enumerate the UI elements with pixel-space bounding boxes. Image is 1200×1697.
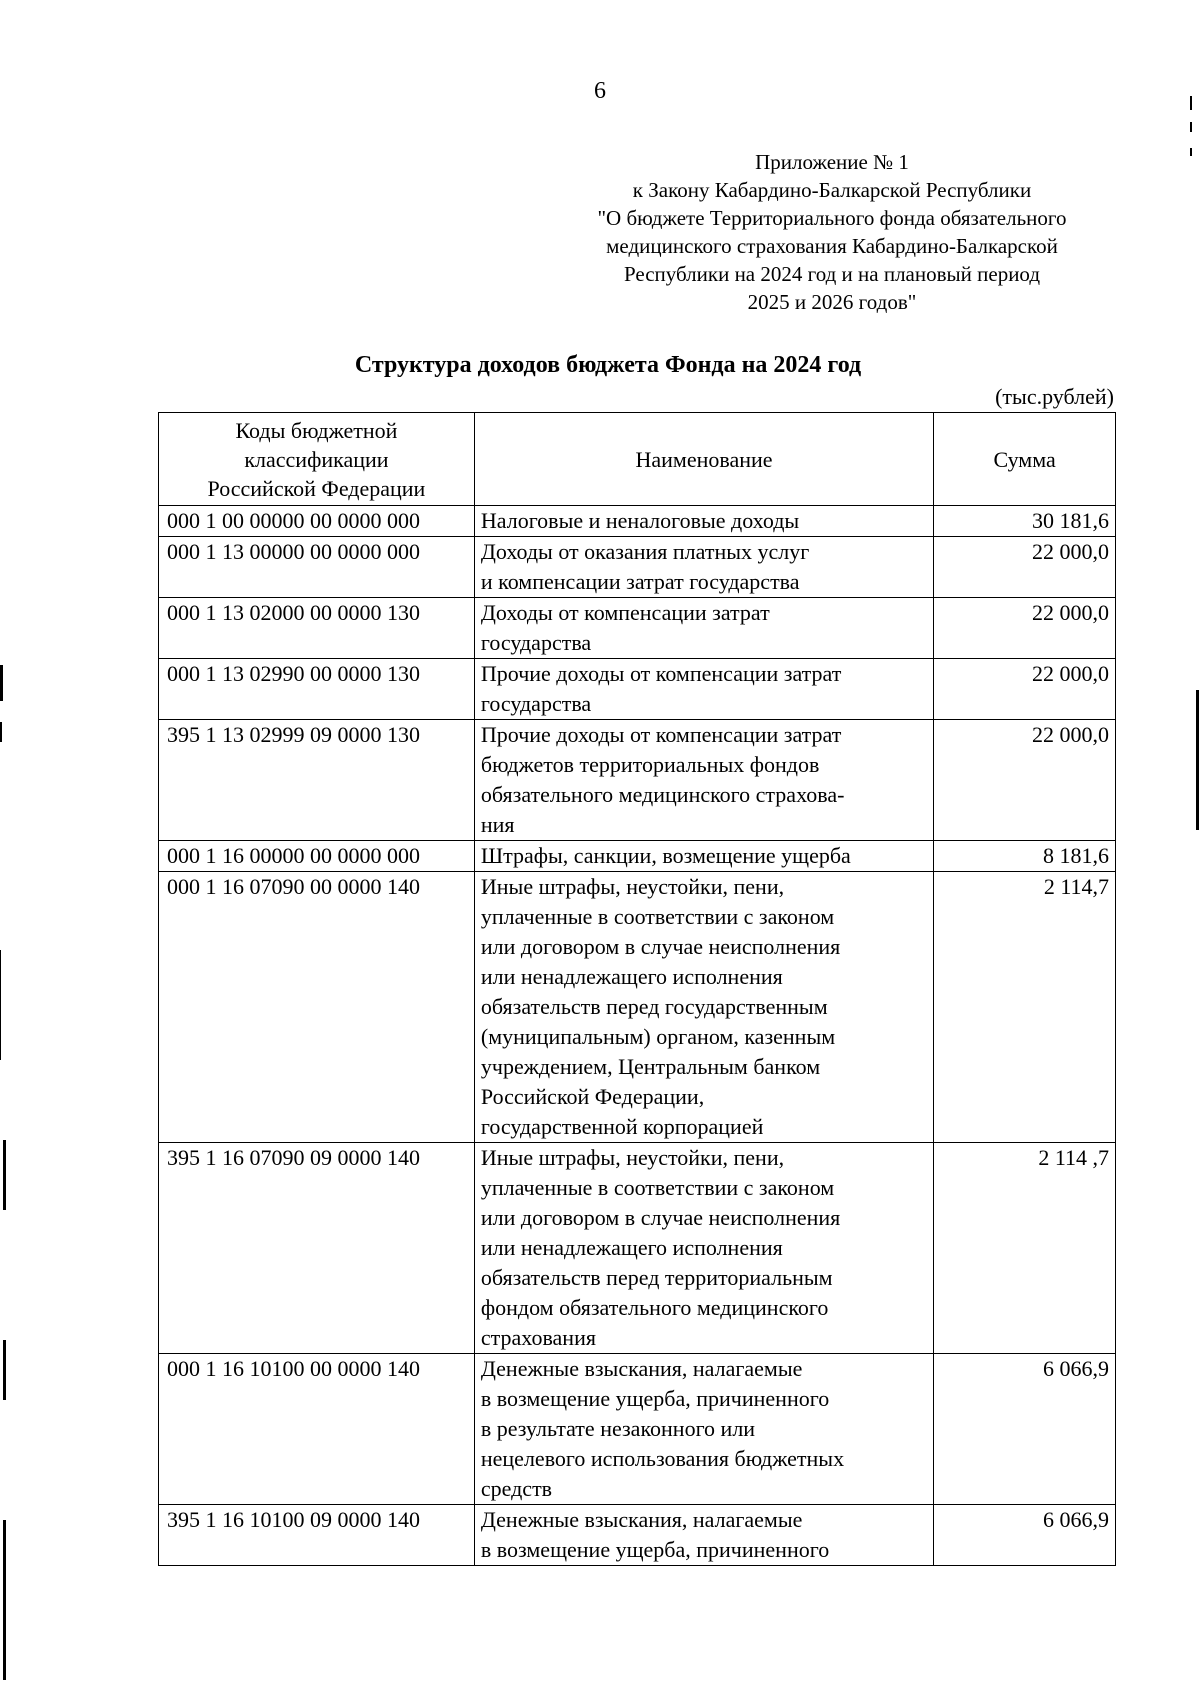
row-code: 000 1 13 02000 00 0000 130 [159,598,475,659]
table-row [159,506,1116,537]
table-row [159,1143,1116,1354]
row-sum: 22 000,0 [934,720,1116,841]
appendix-line: медицинского страхования Кабардино-Балкарской [606,234,1058,258]
scan-artifact [1196,690,1199,830]
row-sum: 8 181,6 [934,841,1116,872]
row-sum: 22 000,0 [934,598,1116,659]
scan-artifact [1190,96,1192,110]
scan-artifact [3,1140,6,1210]
row-name: Иные штрафы, неустойки, пени, уплаченные в соответствии с законом или договором в случае неисполнения или ненадлежащего исполнения обязательств перед государственным (муниципальным) органом, казенным учреждением, Центральным банком Российской Федерации, государственной корпорацией [474,872,933,1143]
document-title: Структура доходов бюджета Фонда на 2024 год [354,352,862,378]
row-name: Денежные взыскания, налагаемые в возмещение ущерба, причиненного [474,1505,933,1566]
row-name: Налоговые и неналоговые доходы [474,506,933,537]
row-name: Штрафы, санкции, возмещение ущерба [474,841,933,872]
row-code: 395 1 16 10100 09 0000 140 [159,1505,475,1566]
income-structure-table [158,412,1116,1566]
row-code: 000 1 13 00000 00 0000 000 [159,537,475,598]
table-row [159,1505,1116,1566]
scan-artifact [0,950,1,1060]
units-label: (тыс.рублей) [995,384,1114,409]
row-code: 000 1 16 00000 00 0000 000 [159,841,475,872]
table-row [159,1354,1116,1505]
row-name: Доходы от оказания платных услуг и компенсации затрат государства [474,537,933,598]
row-name: Прочие доходы от компенсации затрат бюджетов территориальных фондов обязательного медицинского страхова- ния [474,720,933,841]
row-code: 395 1 13 02999 09 0000 130 [159,720,475,841]
header-name: Наименование [474,413,933,506]
row-code: 000 1 00 00000 00 0000 000 [159,506,475,537]
scan-artifact [0,722,2,742]
row-sum: 22 000,0 [934,537,1116,598]
table-row [159,537,1116,598]
header-code: Коды бюджетной классификации Российской Федерации [159,413,475,506]
table-row [159,872,1116,1143]
scan-artifact [3,1340,6,1400]
appendix-line: "О бюджете Территориального фонда обязательного [597,206,1067,230]
table-row [159,598,1116,659]
row-sum: 2 114 ,7 [934,1143,1116,1354]
appendix-block [552,148,1112,316]
appendix-line: Приложение № 1 [755,150,909,174]
row-code: 000 1 16 10100 00 0000 140 [159,1354,475,1505]
row-name: Иные штрафы, неустойки, пени, уплаченные в соответствии с законом или договором в случае неисполнения или ненадлежащего исполнения обязательств перед территориальным фондом обязательного медицинского страхования [474,1143,933,1354]
scan-artifact [3,1520,6,1680]
table-row [159,659,1116,720]
appendix-line: к Закону Кабардино-Балкарской Республики [632,178,1032,202]
row-code: 395 1 16 07090 09 0000 140 [159,1143,475,1354]
table-row [159,841,1116,872]
appendix-line: Республики на 2024 год и на плановый период [623,262,1041,286]
table-row [159,720,1116,841]
row-sum: 30 181,6 [934,506,1116,537]
row-code: 000 1 16 07090 00 0000 140 [159,872,475,1143]
row-code: 000 1 13 02990 00 0000 130 [159,659,475,720]
row-name: Доходы от компенсации затрат государства [474,598,933,659]
header-sum: Сумма [934,413,1116,506]
appendix-line: 2025 и 2026 годов" [747,290,917,314]
row-sum: 6 066,9 [934,1354,1116,1505]
row-sum: 2 114,7 [934,872,1116,1143]
scan-artifact [0,665,3,701]
page-number: 6 [594,78,606,104]
row-sum: 22 000,0 [934,659,1116,720]
row-sum: 6 066,9 [934,1505,1116,1566]
scan-artifact [1190,148,1192,156]
row-name: Денежные взыскания, налагаемые в возмещение ущерба, причиненного в результате незаконного или нецелевого использования бюджетных средств [474,1354,933,1505]
row-name: Прочие доходы от компенсации затрат государства [474,659,933,720]
scan-artifact [1190,122,1192,132]
table-header-row [159,413,1116,506]
